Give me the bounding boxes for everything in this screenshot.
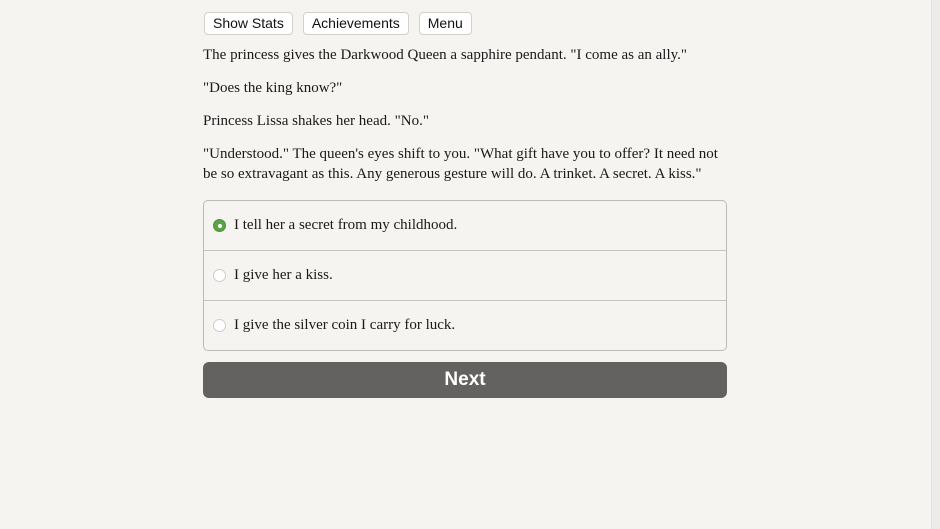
page-scrollbar[interactable] — [931, 0, 940, 529]
radio-selected-icon[interactable] — [213, 219, 226, 232]
choice-label: I give her a kiss. — [234, 267, 333, 283]
story-paragraph: "Does the king know?" — [203, 80, 343, 96]
story-paragraph: "Understood." The queen's eyes shift to you. "What gift have you to offer? It need not be so extravagant as this. Any generous gesture will do. A trinket. A secret. A kiss." — [203, 146, 718, 182]
show-stats-button[interactable]: Show Stats — [204, 12, 293, 35]
choice-option-silver-coin[interactable] — [204, 300, 726, 350]
choice-option-kiss[interactable] — [204, 250, 726, 300]
story-paragraph: The princess gives the Darkwood Queen a sapphire pendant. "I come as an ally." — [203, 47, 688, 63]
top-toolbar — [204, 12, 472, 35]
menu-button[interactable]: Menu — [419, 12, 472, 35]
achievements-button[interactable]: Achievements — [303, 12, 409, 35]
radio-unselected-icon[interactable] — [213, 269, 226, 282]
choice-list — [203, 200, 727, 351]
choice-option-secret[interactable] — [204, 201, 726, 250]
story-text — [203, 45, 727, 197]
story-paragraph: Princess Lissa shakes her head. "No." — [203, 113, 429, 129]
radio-unselected-icon[interactable] — [213, 319, 226, 332]
choice-label: I tell her a secret from my childhood. — [234, 217, 458, 233]
next-button[interactable]: Next — [203, 362, 727, 398]
choice-label: I give the silver coin I carry for luck. — [234, 317, 456, 333]
